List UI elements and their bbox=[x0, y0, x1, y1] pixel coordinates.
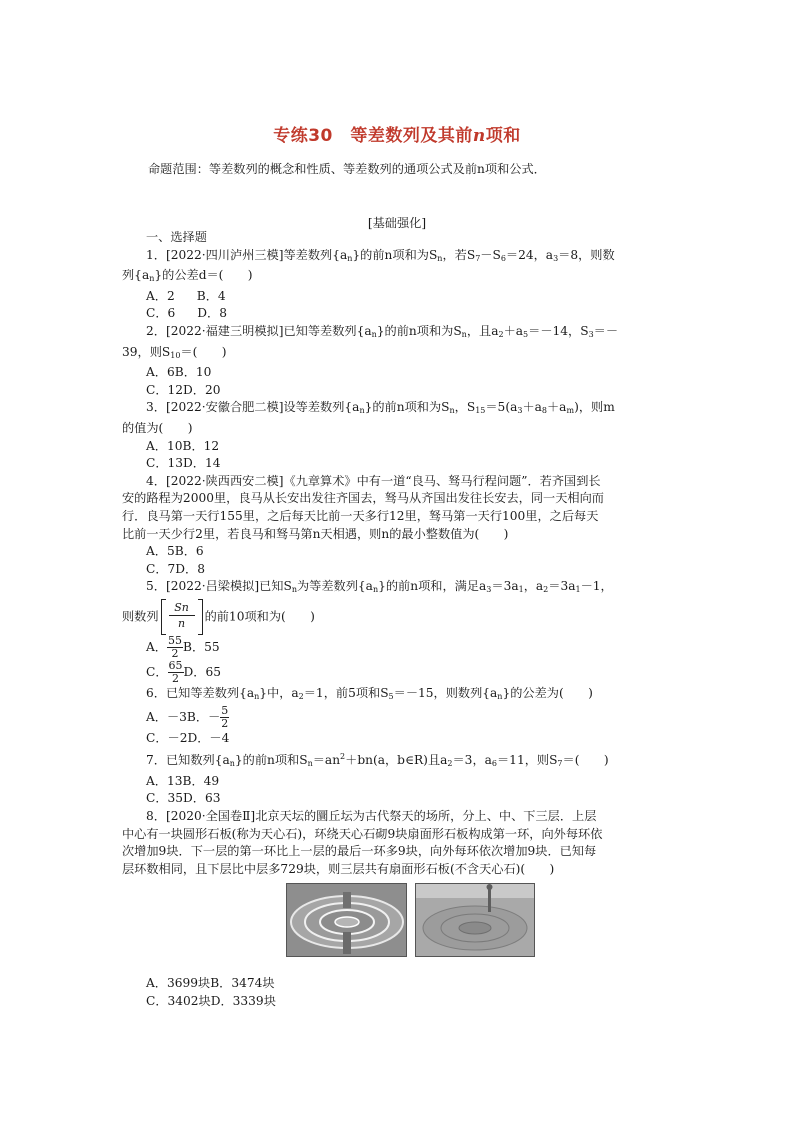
question-5: 5．[2022·吕梁模拟]已知$S_n$为等差数列$\{a_n\}$的前n项和，满足$a_3=3a_1$，$a_2=3a_1-1$， bbox=[146, 579, 613, 595]
question-1: 1．[2022·四川泸州三模]等差数列$\{a_n\}$的前n项和为$S_n$，若$S_7-S_6=24$，$a_3=8$，则数 bbox=[146, 247, 615, 263]
question-7-options-ab: A．13B．49 bbox=[146, 773, 220, 788]
question-4-options-cd: C．7D．8 bbox=[146, 561, 205, 576]
question-2-options-ab: A．6B．10 bbox=[146, 365, 212, 380]
question-1-options-cd: C．6 D．8 bbox=[146, 306, 227, 321]
question-6-options-ab: A．－3B．－ $\frac{5}{2}$ bbox=[146, 704, 229, 731]
question-8-options-ab: A．3699块B．3474块 bbox=[146, 976, 275, 991]
altar-center-photo bbox=[415, 883, 535, 957]
question-8-options-cd: C．3402块D．3339块 bbox=[146, 993, 276, 1008]
question-3-options-cd: C．13D．14 bbox=[146, 456, 221, 471]
question-3-cont: 的值为( ) bbox=[122, 420, 193, 435]
question-body bbox=[122, 229, 662, 1010]
sequence-set-brace: Sn n bbox=[161, 599, 203, 635]
question-3-options-ab: A．10B．12 bbox=[146, 438, 220, 453]
question-2: 2．[2022·福建三明模拟]已知等差数列$\{a_n\}$的前n项和为$S_n$，且$a_2+a_5=-14$，$S_3=-$ bbox=[146, 323, 619, 339]
altar-aerial-photo bbox=[286, 883, 407, 957]
question-7: 7．已知数列$\{a_n\}$的前n项和$S_n=an^2+bn(a$，b∈R)且$a_2=3$，$a_6=11$，则$S_7=$( ) bbox=[146, 752, 609, 769]
question-5-cont: 则数列 Sn n 的前10项和为( ) bbox=[122, 599, 662, 635]
question-5-options-ab: A． $\frac{55}{2}$ B．55 bbox=[146, 633, 220, 660]
question-1-options-ab: A．2 B．4 bbox=[146, 288, 226, 303]
page-title bbox=[0, 121, 794, 146]
question-4-options-ab: A．5B．6 bbox=[146, 544, 204, 559]
question-8-line3: 次增加9块．下一层的第一环比上一层的最后一环多9块，向外每环依次增加9块．已知每 bbox=[122, 844, 597, 859]
altar-stone-illustration bbox=[416, 884, 534, 956]
title-suffix: 项和 bbox=[485, 126, 521, 146]
question-8-line2: 中心有一块圆形石板(称为天心石)，环绕天心石砌9块扇面形石板构成第一环，向外每环依 bbox=[122, 826, 603, 841]
question-8: 8．[2020·全国卷Ⅱ]北京天坛的圜丘坛为古代祭天的场所，分上、中、下三层．上层 bbox=[146, 808, 597, 823]
part-heading: 一、选择题 bbox=[146, 230, 207, 244]
question-4-line4: 比前一天少行2里，若良马和驽马第n天相遇，则n的最小整数值为( ) bbox=[122, 526, 509, 541]
question-5-options-cd: C． $\frac{65}{2}$ D．65 bbox=[146, 658, 221, 685]
question-4-line2: 安的路程为2000里，良马从长安出发往齐国去，驽马从齐国出发往长安去，同一天相向而 bbox=[122, 491, 604, 506]
altar-rings-illustration bbox=[287, 884, 406, 956]
question-8-line4: 层环数相同，且下层比中层多729块，则三层共有扇面形石板(不含天心石)( ) bbox=[122, 861, 555, 876]
temple-photos bbox=[122, 883, 662, 967]
question-2-options-cd: C．12D．20 bbox=[146, 382, 221, 397]
question-7-options-cd: C．35D．63 bbox=[146, 791, 221, 806]
question-1-cont: 列$\{a_n\}$的公差d＝( ) bbox=[122, 268, 253, 284]
question-2-cont: 39，则$S_{10}=$( ) bbox=[122, 344, 227, 360]
scope-line: 命题范围：等差数列的概念和性质、等差数列的通项公式及前n项和公式． bbox=[148, 162, 546, 176]
question-6-options-cd: C．－2D．－4 bbox=[146, 731, 230, 746]
title-variable: n bbox=[472, 126, 486, 146]
question-4-line3: 行．良马第一天行155里，之后每天比前一天多行12里，驽马第一天行100里，之后每天 bbox=[122, 508, 599, 523]
section-heading: [基础强化] bbox=[367, 216, 427, 230]
title-text: 专练30 等差数列及其前 bbox=[273, 126, 473, 146]
question-3: 3．[2022·安徽合肥二模]设等差数列$\{a_n\}$的前n项和为$S_n$，$S_{15}=5(a_3+a_8+a_m)$，则m bbox=[146, 400, 615, 416]
question-6: 6．已知等差数列$\{a_n\}$中，$a_2=1$，前5项和$S_5=-15$，则数列$\{a_n\}$的公差为( ) bbox=[146, 685, 593, 701]
question-4: 4．[2022·陕西西安二模]《九章算术》中有一道“良马、驽马行程问题”．若齐国到长 bbox=[146, 473, 601, 488]
